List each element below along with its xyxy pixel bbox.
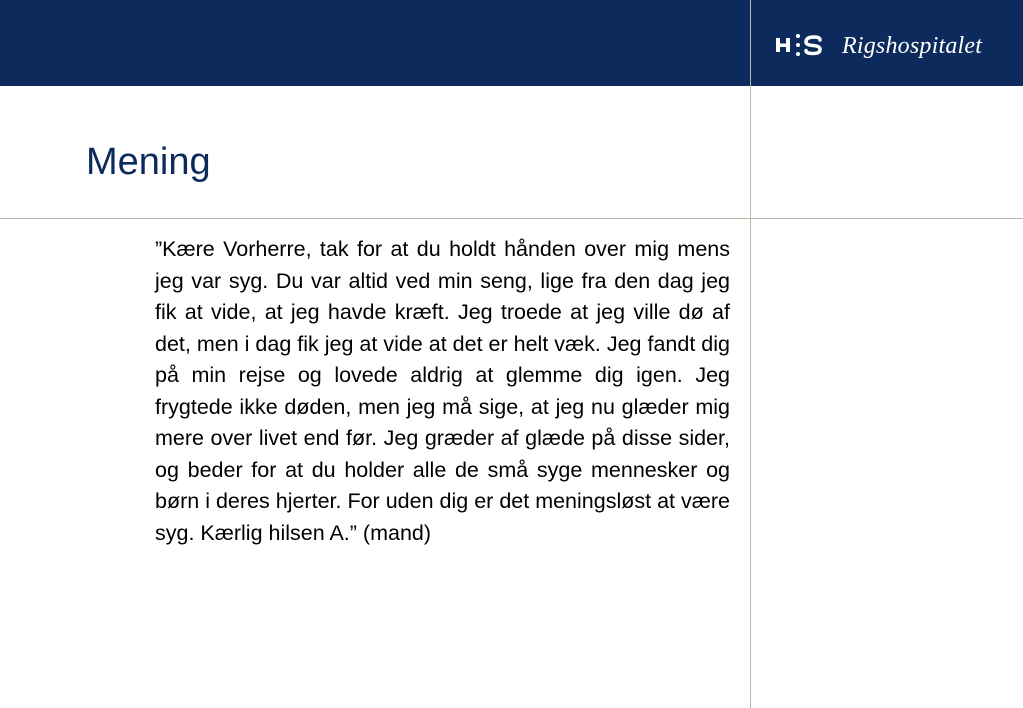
quote-text: ”Kære Vorherre, tak for at du holdt hånden over mig mens jeg var syg. Du var altid ved min seng, lige fra den dag jeg fik at vide, at jeg havde kræft. Jeg troede at jeg ville dø af det, men i dag fik jeg at vide at det er helt væk. Jeg fandt dig på min rejse og lovede aldrig at glemme dig igen. Jeg frygtede ikke døden, men jeg må sige, at jeg nu glæder mig mere over livet end før. Jeg græder af glæde på disse sider, og beder for at du holder alle de små syge mennesker og børn i deres hjerter. For uden dig er det meningsløst at være syg. Kærlig hilsen A.” (mand) bbox=[155, 237, 730, 545]
page-title: Mening bbox=[86, 141, 211, 183]
vertical-divider bbox=[750, 0, 751, 708]
horizontal-divider bbox=[0, 218, 1023, 219]
hospital-logo bbox=[776, 28, 982, 64]
hs-logo-icon bbox=[776, 32, 832, 60]
hospital-name: Rigshospitalet bbox=[842, 32, 983, 59]
